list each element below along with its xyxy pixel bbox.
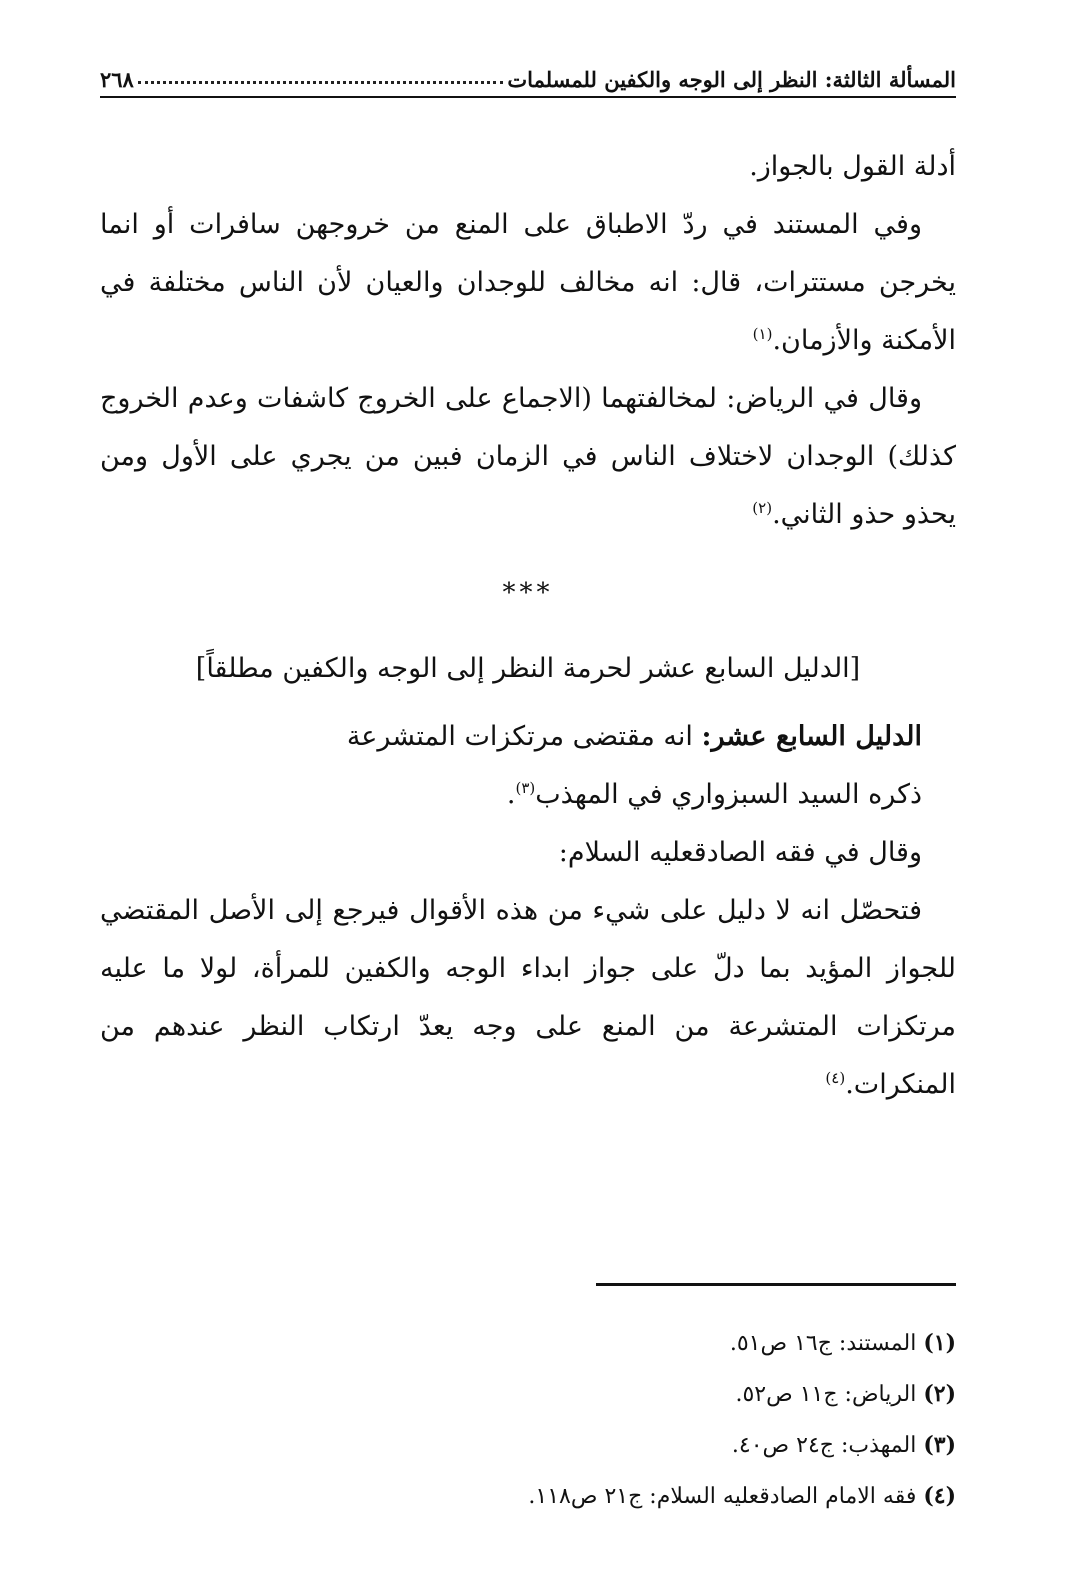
footnote-item: (١) المستند: ج١٦ ص٥١.	[729, 1330, 956, 1356]
footnote-item: (٢) الرياض: ج١١ ص٥٢.	[735, 1381, 956, 1407]
paragraph-text: ذكره السيد السبزواري في المهذب	[535, 779, 922, 810]
paragraph-evidence	[100, 708, 956, 766]
footnote-rule	[596, 1283, 956, 1286]
evidence-label: الدليل السابع عشر:	[701, 721, 922, 752]
section-heading: [الدليل السابع عشر لحرمة النظر إلى الوجه والكفين مطلقاً]	[195, 653, 861, 684]
paragraph-fiqh: وقال في فقه الصادقعليه السلام:	[558, 837, 922, 868]
paragraph-text: وقال في الرياض: لمخالفتهما (الاجماع على الخروج كاشفات وعدم الخروج كذلك) الوجدان لاختلاف الناس في الزمان فبين من يجري على الأول ومن يحذو حذو الثاني.	[100, 383, 956, 530]
footnote-ref: (٣)	[515, 779, 536, 797]
footnote-ref: (٤)	[825, 1069, 846, 1087]
page-body	[100, 138, 956, 1114]
paragraph-text: انه مقتضى مرتكزات المتشرعة	[346, 721, 702, 752]
paragraph-text: وفي المستند في ردّ الاطباق على المنع من خروجهن سافرات أو انما يخرجن مستترات، قال: انه مخالف للوجدان والعيان لأن الناس مختلفة في الأمكنة والأزمان.	[100, 209, 956, 356]
footnote-ref: (١)	[752, 325, 773, 343]
footnote-item: (٤) فقه الامام الصادقعليه السلام: ج٢١ ص١١٨.	[528, 1483, 956, 1509]
paragraph-riyadh	[100, 370, 956, 544]
section-separator: ***	[502, 578, 554, 608]
header-rule	[100, 96, 956, 98]
footnote-ref: (٢)	[752, 499, 773, 517]
paragraph-conclusion	[100, 882, 956, 1114]
page-number: ٢٦٨	[100, 67, 134, 92]
paragraph-text: فتحصّل انه لا دليل على شيء من هذه الأقوال فيرجع إلى الأصل المقتضي للجواز المؤيد بما دلّ على جواز ابداء الوجه والكفين للمرأة، لولا ما عليه مرتكزات المتشرعة من المنع على وجه يعدّ ارتكاب النظر عندهم من المنكرات.	[100, 895, 956, 1100]
paragraph-mustanad	[100, 196, 956, 370]
header-title: المسألة الثالثة: النظر إلى الوجه والكفين للمسلمات	[507, 67, 956, 92]
footnotes	[100, 1318, 956, 1522]
header-leader-dots	[138, 81, 504, 84]
running-header	[100, 52, 956, 92]
footnote-item: (٣) المهذب: ج٢٤ ص٤٠.	[731, 1432, 956, 1458]
section-intro: أدلة القول بالجواز.	[749, 151, 956, 182]
paragraph-muhadhab: ذكره السيد السبزواري في المهذب$^{(٣)}$.	[506, 779, 922, 810]
